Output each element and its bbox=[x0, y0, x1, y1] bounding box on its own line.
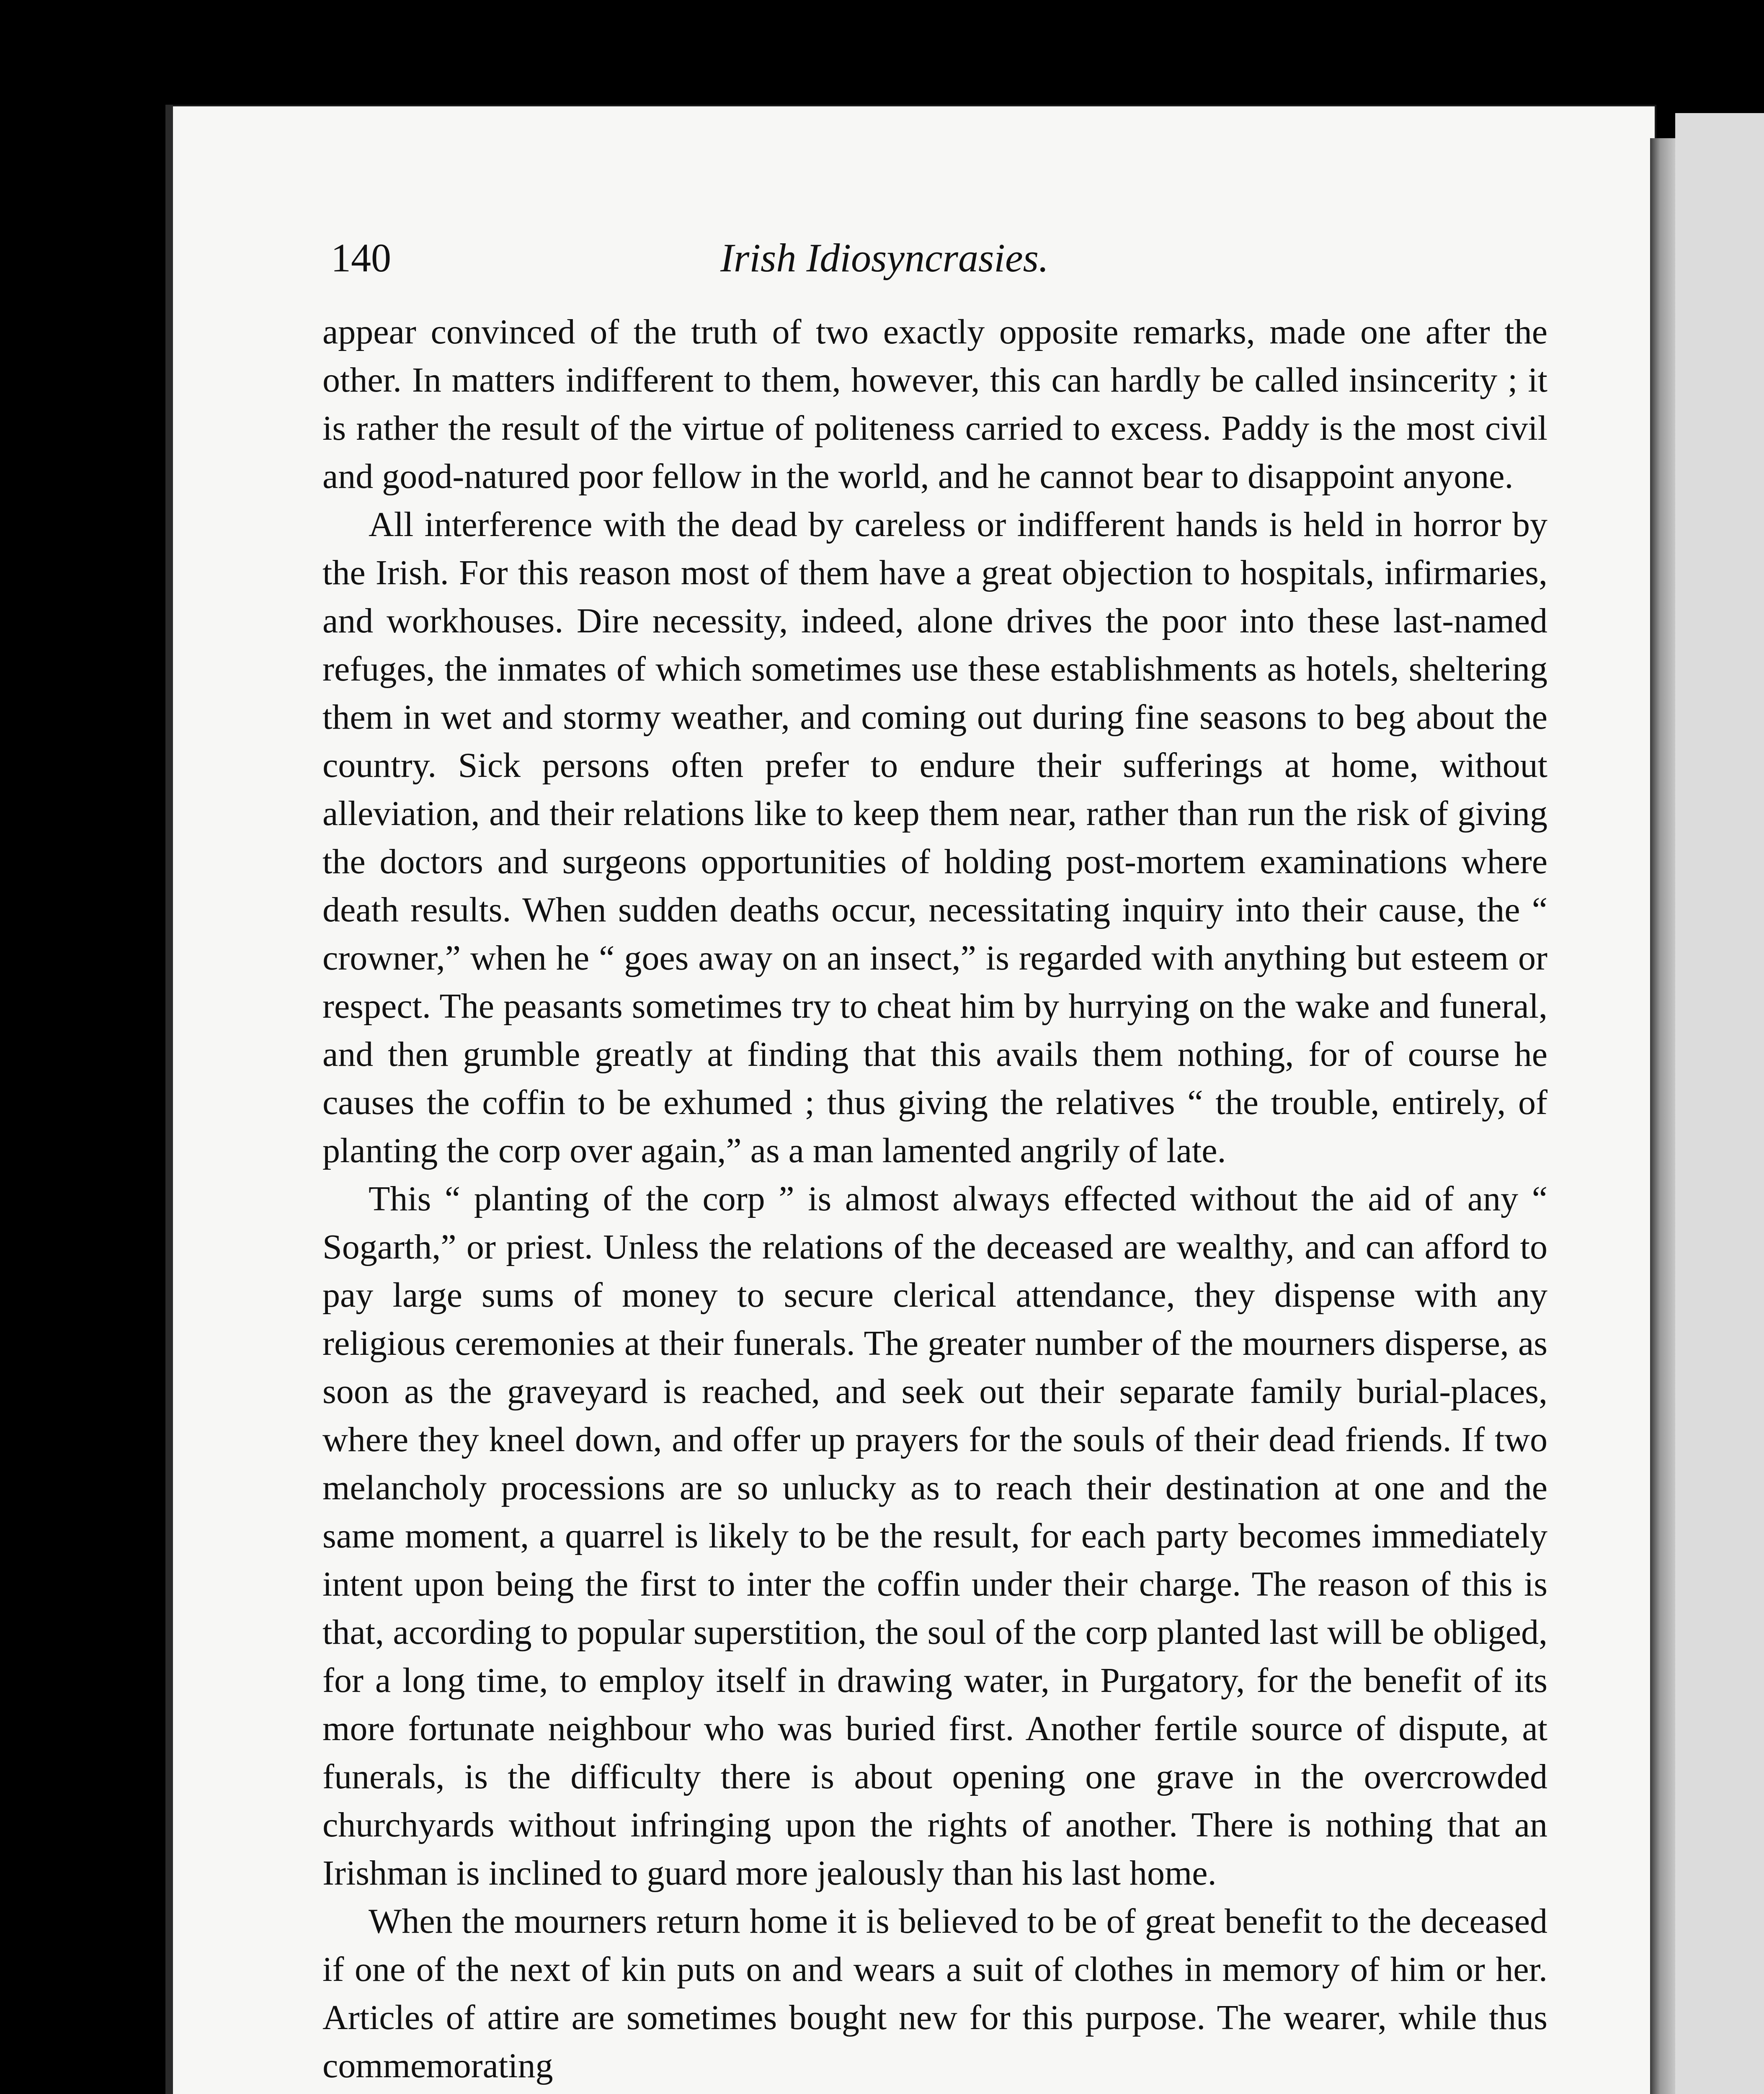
page-binding-edge bbox=[165, 105, 173, 2094]
page-header bbox=[331, 235, 1545, 289]
next-page-edge bbox=[1675, 113, 1764, 2094]
page-number: 140 bbox=[331, 235, 391, 280]
body-text bbox=[322, 308, 1547, 2090]
page-gutter-shadow bbox=[1650, 138, 1675, 2094]
paragraph-continued: appear convinced of the truth of two exactly opposite remarks, made one after the other. In matters indifferent to them, however, this can hardly be called insincerity ; it is rather the result of the virtue of politeness carried to excess. Paddy is the most civil and good-natured poor fellow in the world, and he cannot bear to disappoint anyone. bbox=[322, 312, 1547, 496]
running-title: Irish Idiosyncrasies. bbox=[720, 235, 1049, 280]
paragraph-dead-interference: All interference with the dead by careless or indifferent hands is held in horror by the Irish. For this reason most of them have a great objection to hospitals, infirmaries, and workhouses. Dire necessity, indeed, alone drives the poor into these last-named refuges, the inmates of which sometimes use these establishments as hotels, sheltering them in wet and stormy weather, and coming out during fine seasons to beg about the country. Sick persons often prefer to endure their sufferings at home, without alleviation, and their relations like to keep them near, rather than run the risk of giving the doctors and surgeons opportunities of holding post-mortem examinations where death results. When sudden deaths occur, necessitating inquiry into their cause, the “ crowner,” when he “ goes away on an insect,” is regarded with anything but esteem or respect. The peasants sometimes try to cheat him by hurrying on the wake and funeral, and then grumble greatly at finding that this avails them nothing, for of course he causes the coffin to be exhumed ; thus giving the relatives “ the trouble, entirely, of planting the corp over again,” as a man lamented angrily of late. bbox=[322, 505, 1547, 1170]
paragraph-planting-corp: This “ planting of the corp ” is almost always effected without the aid of any “ Sogarth,” or priest. Unless the relations of the deceased are wealthy, and can afford to pay large sums of money to secure clerical attendance, they dispense with any religious ceremonies at their funerals. The greater number of the mourners disperse, as soon as the graveyard is reached, and seek out their separate family burial-places, where they kneel down, and offer up prayers for the souls of their dead friends. If two melancholy processions are so unlucky as to reach their destination at one and the same moment, a quarrel is likely to be the result, for each party becomes immediately intent upon being the first to inter the coffin under their charge. The reason of this is that, according to popular superstition, the soul of the corp planted last will be obliged, for a long time, to employ itself in drawing water, in Purgatory, for the benefit of its more fortunate neighbour who was buried first. Another fertile source of dispute, at funerals, is the difficulty there is about opening one grave in the overcrowded churchyards without infringing upon the rights of another. There is nothing that an Irishman is inclined to guard more jealously than his last home. bbox=[322, 1179, 1547, 1893]
paragraph-mourners-return: When the mourners return home it is believed to be of great benefit to the deceased if one of the next of kin puts on and wears a suit of clothes in memory of him or her. Articles of attire are sometimes bought new for this purpose. The wearer, while thus commemorating bbox=[322, 1902, 1547, 2085]
